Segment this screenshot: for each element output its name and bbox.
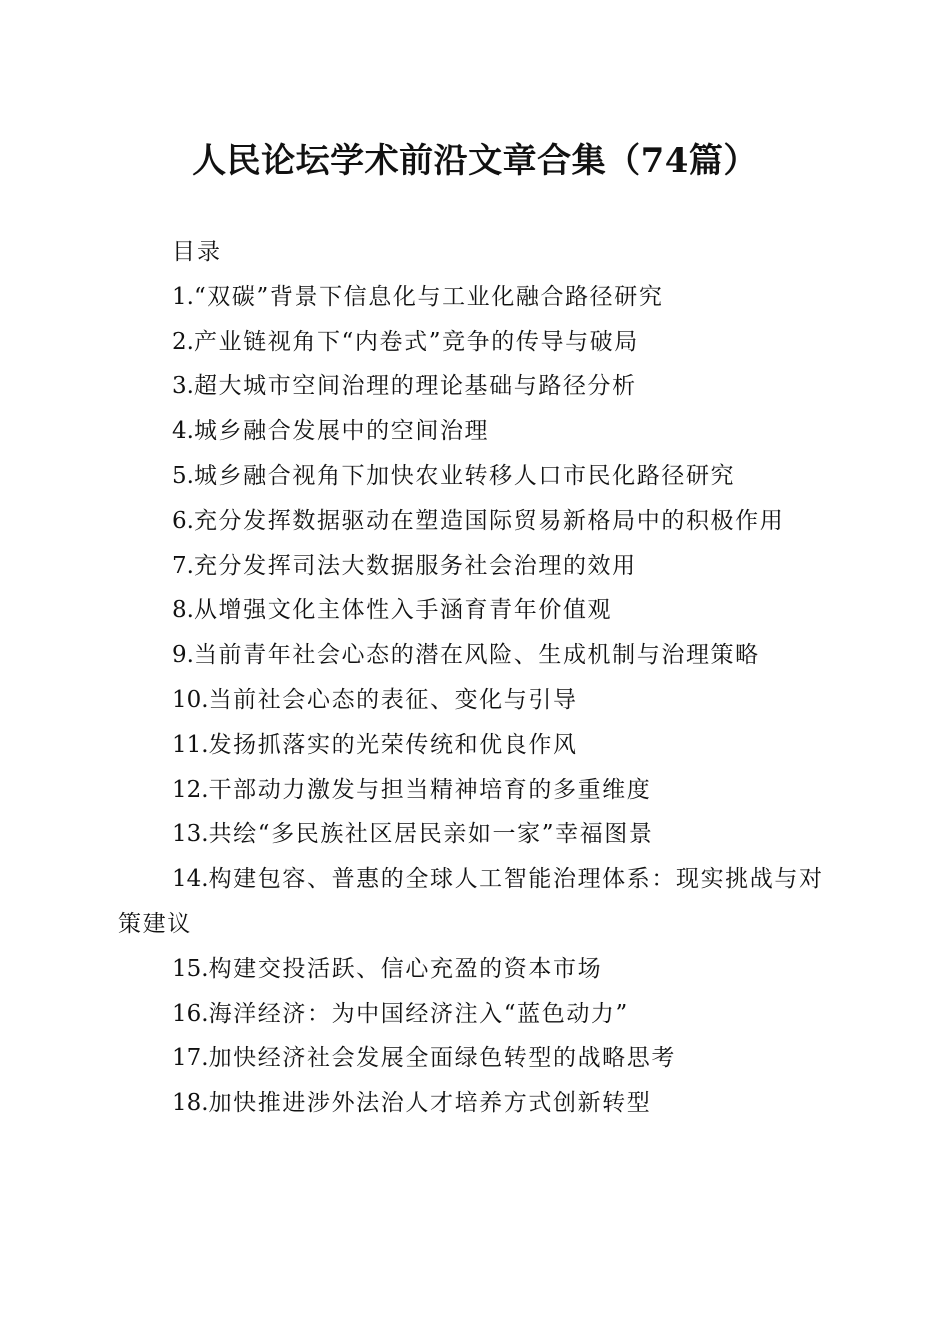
toc-item — [118, 992, 838, 1037]
table-of-contents — [118, 230, 838, 1126]
toc-item-number: 13. — [172, 821, 209, 848]
toc-item-number: 9. — [172, 642, 194, 669]
toc-item-number: 8. — [172, 597, 194, 624]
toc-item-number: 7. — [172, 552, 194, 579]
toc-item-number: 16. — [172, 1000, 209, 1027]
toc-item-text: 海洋经济：为中国经济注入“蓝色动力” — [208, 1000, 629, 1027]
toc-item-text: 城乡融合视角下加快农业转移人口市民化路径研究 — [193, 462, 736, 489]
toc-item-text: 加快推进涉外法治人才培养方式创新转型 — [208, 1090, 652, 1117]
toc-item-text: 充分发挥数据驱动在塑造国际贸易新格局中的积极作用 — [193, 507, 785, 534]
toc-item — [118, 454, 838, 499]
toc-item-text: 充分发挥司法大数据服务社会治理的效用 — [193, 552, 637, 579]
toc-item-number: 6. — [172, 507, 194, 534]
toc-item — [118, 364, 838, 409]
document-title: 人民论坛学术前沿文章合集（74篇） — [192, 141, 758, 181]
toc-item-text: 干部动力激发与担当精神培育的多重维度 — [208, 776, 652, 803]
toc-item-number: 11. — [172, 731, 209, 758]
toc-item — [118, 275, 838, 320]
toc-item — [118, 499, 838, 544]
toc-item-text: 加快经济社会发展全面绿色转型的战略思考 — [208, 1045, 676, 1072]
toc-item-number: 2. — [172, 328, 194, 355]
toc-item-number: 18. — [172, 1090, 209, 1117]
toc-item-number: 5. — [172, 462, 194, 489]
toc-item-text: 当前青年社会心态的潜在风险、生成机制与治理策略 — [193, 642, 760, 669]
toc-item — [118, 588, 838, 633]
toc-item-number: 15. — [172, 955, 209, 982]
toc-item-number: 4. — [172, 418, 194, 445]
toc-item-text: 构建包容、普惠的全球人工智能治理体系：现实挑战与对策建议 — [118, 866, 824, 937]
toc-item-text: 城乡融合发展中的空间治理 — [193, 418, 490, 445]
toc-item-number: 14. — [172, 866, 209, 893]
toc-item-text: 从增强文化主体性入手涵育青年价值观 — [193, 597, 613, 624]
toc-item — [118, 320, 838, 365]
toc-item — [118, 857, 838, 947]
toc-item-text: 当前社会心态的表征、变化与引导 — [208, 686, 578, 713]
toc-item — [118, 1036, 838, 1081]
toc-item-number: 1. — [172, 283, 194, 310]
toc-item-text: “双碳”背景下信息化与工业化融合路径研究 — [193, 283, 664, 310]
toc-item-number: 12. — [172, 776, 209, 803]
toc-item — [118, 723, 838, 768]
toc-heading: 目录 — [172, 239, 222, 265]
toc-item — [118, 409, 838, 454]
toc-item — [118, 812, 838, 857]
toc-item — [118, 544, 838, 589]
toc-item — [118, 947, 838, 992]
toc-item — [118, 1081, 838, 1126]
toc-item-number: 17. — [172, 1045, 209, 1072]
toc-item-text: 发扬抓落实的光荣传统和优良作风 — [208, 731, 578, 758]
toc-item-text: 共绘“多民族社区居民亲如一家”幸福图景 — [208, 821, 654, 848]
toc-item — [118, 678, 838, 723]
toc-item-text: 构建交投活跃、信心充盈的资本市场 — [208, 955, 603, 982]
toc-list — [118, 275, 838, 1126]
toc-item-text: 产业链视角下“内卷式”竞争的传导与破局 — [193, 328, 639, 355]
toc-item — [118, 768, 838, 813]
toc-item-number: 3. — [172, 373, 194, 400]
toc-item-text: 超大城市空间治理的理论基础与路径分析 — [193, 373, 637, 400]
toc-item — [118, 633, 838, 678]
toc-item-number: 10. — [172, 686, 209, 713]
